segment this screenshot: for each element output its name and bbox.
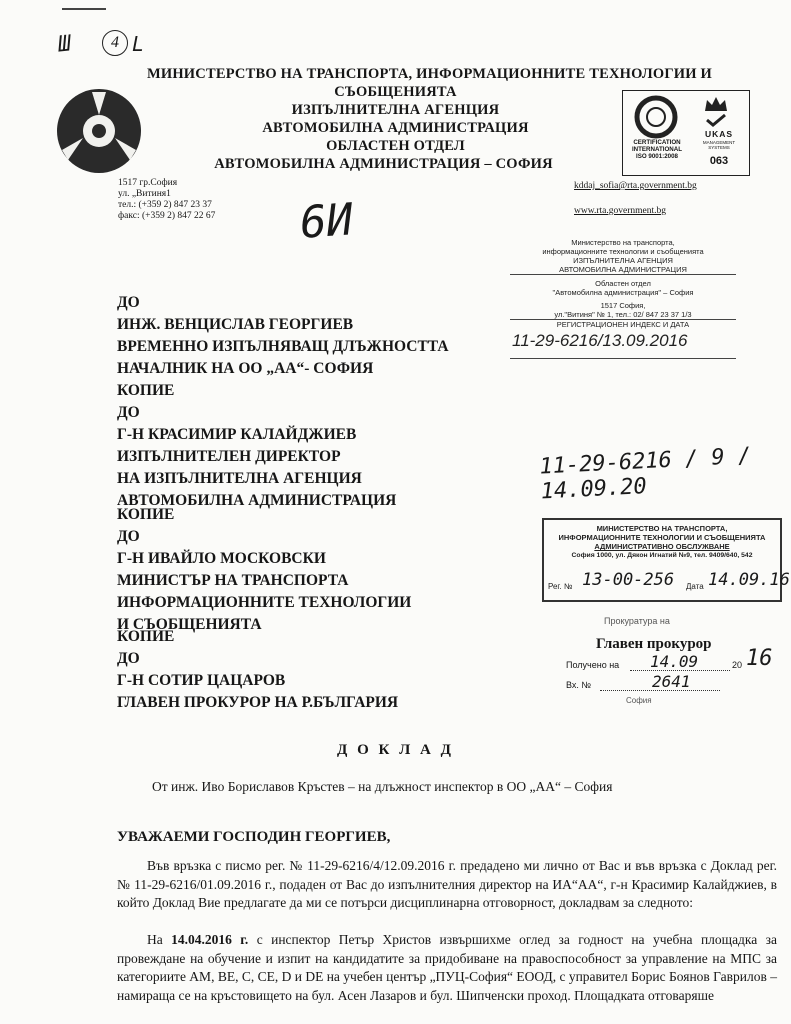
stamp2-date-value: 14.09.16 [708,570,790,590]
recipient-1-line-1: ДО [117,294,140,311]
stamp3-year: 16 [746,646,773,671]
salutation: УВАЖАЕМИ ГОСПОДИН ГЕОРГИЕВ, [117,829,391,845]
recipient-2-line-6: АВТОМОБИЛНА АДМИНИСТРАЦИЯ [117,492,397,509]
header-line-5: ОБЛАСТЕН ОТДЕЛ [326,138,465,154]
ukas-sub: MANAGEMENT SYSTEMS [702,140,736,150]
registration-stamp [510,238,736,360]
address-street: ул. „Витиня1 [118,189,171,199]
header-line-3: ИЗПЪЛНИТЕЛНА АГЕНЦИЯ [291,102,500,118]
website-link[interactable]: www.rta.government.bg [574,206,666,216]
stamp1-reg-number: 11-29-6216/13.09.2016 [512,331,688,350]
recipient-2-line-2: ДО [117,404,140,421]
header-line-2: СЪОБЩЕНИЯТА [334,84,457,100]
address-fax: факс: (+359 2) 847 22 67 [118,211,216,221]
cert-line-2: INTERNATIONAL [631,146,683,153]
recipient-4-line-1: КОПИЕ [117,628,175,645]
handwritten-mark: Ш [56,31,73,58]
recipient-block-3 [117,504,411,636]
handwritten-suffix: L [132,32,145,56]
report-author: От инж. Иво Бориславов Кръстев – на длъжност инспектор в ОО „АА“ – София [152,779,613,794]
recipient-1-line-2: ИНЖ. ВЕНЦИСЛАВ ГЕОРГИЕВ [117,316,354,333]
stamp1-line-7: 1517 София, [600,301,646,310]
recipient-1-line-3: ВРЕМЕННО ИЗПЪЛНЯВАЩ ДЛЪЖНОСТТА [117,338,449,355]
cert-line-1: CERTIFICATION [633,139,681,146]
ukas-number: 063 [709,155,729,167]
recipient-2-line-5: НА ИЗПЪЛНИТЕЛНА АГЕНЦИЯ [117,470,362,487]
address-phone: тел.: (+359 2) 847 23 37 [118,200,212,210]
stamp2-reg-row [548,570,790,596]
stamp2-line-3: АДМИНИСТРАТИВНО ОБСЛУЖВАНЕ [594,542,730,551]
paragraph-1: Във връзка с писмо рег. № 11-29-6216/4/12.09.2016 г. предадено ми лично от Вас и във връзка с Доклад рег. № 11-29-6216/01.09.2016 г., подаден от Вас до изпълнителния директор на ИА“АА“, г-н Красимир Калайджиев, в който Доклад Вие предлагате да ми се потърси дисциплинарна отговорност, докладвам за следното: [117,858,777,910]
stamp1-line-3: ИЗПЪЛНИТЕЛНА АГЕНЦИЯ [573,256,673,265]
header-line-6: АВТОМОБИЛНА АДМИНИСТРАЦИЯ – СОФИЯ [214,156,553,172]
stamp3-year-prefix: 20 [732,660,743,670]
stamp3-received-label: Получено на [566,660,620,670]
paragraph-2-text: с инспектор Петър Христов извършихме оглед за годност на учебна площадка за провеждане на обучение и изпит на кандидатите за придобиване на правоспособност за управление на МПС за категориите АМ, ВЕ, С, СЕ, D и DE на учебен център „ПУЦ-София“ ЕООД, с управител Борис Боянов Гаврилов – намираща се на кръстовището на бул. Асен Лазаров и бул. Шипченски проход. Площадката отговаряше [117,932,777,1003]
circled-number-mark [102,30,128,56]
stamp2-date-label: Дата [686,582,704,591]
stamp1-line-1: Министерство на транспорта, [571,238,675,247]
stamp2-reg-label: Рег. № [548,582,573,591]
scan-artifact-line [62,8,106,10]
address-city: 1517 гр.София [118,178,178,188]
stamp3-number: 2641 [652,672,691,691]
stamp3-line-1: Прокуратура на [604,616,670,626]
crown-icon [703,95,729,113]
stamp1-line-2: информационните технологии и съобщенията [542,247,704,256]
tick-icon [705,113,727,127]
stamp3-out-label: Вх. № [566,680,592,690]
stamp2-reg-value: 13-00-256 [582,570,675,590]
address-block [118,178,215,222]
recipient-2-line-4: ИЗПЪЛНИТЕЛЕН ДИРЕКТОР [117,448,341,465]
stamp1-line-8: ул."Витиня" № 1, тел.: 02/ 847 23 37 1/3 [510,310,736,320]
handwritten-reg-number: 11-29-6216 / 9 / 14.09.20 [538,443,752,505]
recipient-block-1 [117,292,449,380]
recipient-4-line-3: Г-Н СОТИР ЦАЦАРОВ [117,672,286,689]
prosecutor-stamp [560,616,782,706]
stamp1-line-4: АВТОМОБИЛНА АДМИНИСТРАЦИЯ [510,265,736,275]
stamp2-line-2: ИНФОРМАЦИОННИТЕ ТЕХНОЛОГИИ И СЪОБЩЕНИЯТА [558,533,766,542]
certification-box [622,90,750,176]
header-line-1: МИНИСТЕРСТВО НА ТРАНСПОРТА, ИНФОРМАЦИОННИТЕ ТЕХНОЛОГИИ И [146,66,713,82]
stamp1-line-5: Областен отдел [595,279,651,288]
recipient-4-line-4: ГЛАВЕН ПРОКУРОР НА Р.БЪЛГАРИЯ [117,694,399,711]
recipient-4-line-2: ДО [117,650,140,667]
paragraph-2-date: 14.04.2016 г. [171,932,249,947]
recipient-3-line-1: КОПИЕ [117,506,175,523]
handwritten-note: 6И [298,194,355,249]
recipient-3-line-4: МИНИСТЪР НА ТРАНСПОРТА [117,572,349,589]
stamp1-underline [510,358,736,359]
ministry-stamp [542,518,790,602]
recipient-3-line-6: И СЪОБЩЕНИЯТА [117,616,262,633]
stamp2-line-1: МИНИСТЕРСТВО НА ТРАНСПОРТА, [596,524,728,533]
certification-text [625,139,689,160]
stamp2-line-4: София 1000, ул. Дякон Игнатий №9, тел. 9409/640, 542 [571,552,753,559]
stamp3-title: Главен прокурор [596,636,712,652]
circled-number: 4 [111,34,119,51]
paragraph-2-prefix: На [147,932,172,947]
email-link[interactable]: kddaj_sofia@rta.government.bg [574,181,697,191]
cert-line-3: ISO 9001:2008 [636,153,678,160]
stamp3-date: 14.09 [650,652,699,671]
recipient-2-line-1: КОПИЕ [117,382,175,399]
stamp1-line-9: РЕГИСТРАЦИОНЕН ИНДЕКС И ДАТА [556,320,690,329]
certification-logo-icon [633,95,679,139]
recipient-3-line-5: ИНФОРМАЦИОННИТЕ ТЕХНОЛОГИИ [117,594,412,611]
ukas-label: UKAS [704,129,734,139]
recipient-3-line-3: Г-Н ИВАЙЛО МОСКОВСКИ [117,550,326,567]
recipient-2-line-3: Г-Н КРАСИМИР КАЛАЙДЖИЕВ [117,426,357,443]
recipient-block-2 [117,380,396,512]
header-line-4: АВТОМОБИЛНА АДМИНИСТРАЦИЯ [262,120,529,136]
report-title: Д О К Л А Д [337,742,454,758]
stamp3-city: София [626,696,652,705]
stamp1-line-6: "Автомобилна администрация" – София [552,288,694,297]
recipient-3-line-2: ДО [117,528,140,545]
recipient-1-line-4: НАЧАЛНИК НА ОО „АА“- СОФИЯ [117,360,374,377]
recipient-block-4 [117,626,398,714]
paragraph-2 [117,931,777,1005]
